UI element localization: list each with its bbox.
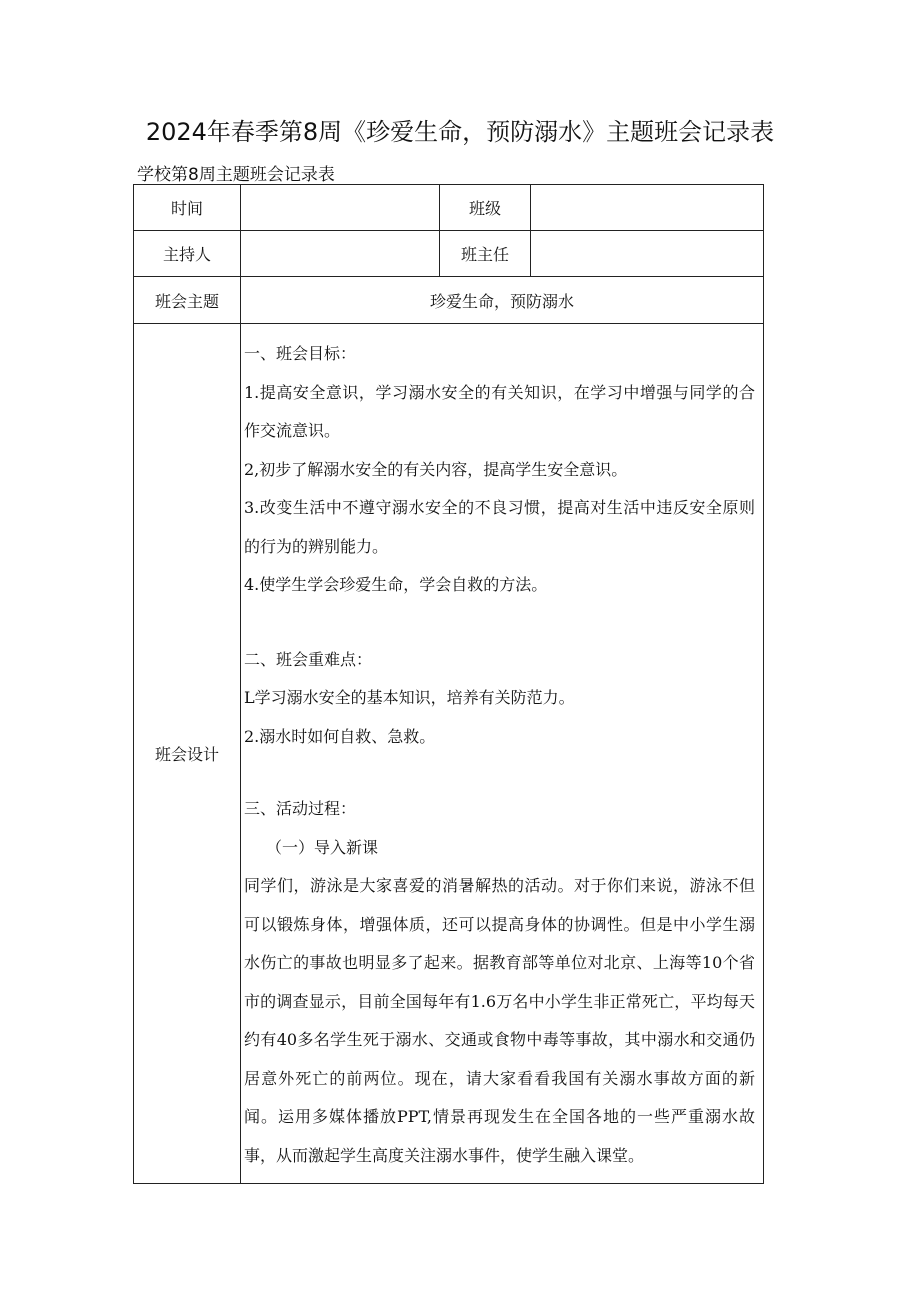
goal-item-3: 3.改变生活中不遵守溺水安全的不良习惯，提高对生活中违反安全原则的行为的辨别能力。	[244, 498, 755, 556]
document-subtitle: 学校第8周主题班会记录表	[137, 165, 335, 185]
class-value	[531, 185, 764, 231]
goals-heading: 一、班会目标：	[244, 344, 357, 363]
key-point-2: 2.溺水时如何自救、急救。	[244, 726, 436, 746]
table-row-time-class	[134, 185, 764, 231]
theme-value: 珍爱生命，预防溺水	[241, 277, 764, 324]
design-label: 班会设计	[134, 324, 241, 1184]
class-label: 班级	[440, 185, 531, 231]
host-label: 主持人	[134, 231, 241, 277]
process-heading: 三、活动过程：	[244, 799, 357, 818]
table-row-theme	[134, 277, 764, 324]
key-point-1: L学习溺水安全的基本知识，培养有关防范力。	[244, 688, 575, 707]
table-row-host-teacher	[134, 231, 764, 277]
teacher-label: 班主任	[440, 231, 531, 277]
goal-item-4: 4.使学生学会珍爱生命，学会自救的方法。	[244, 575, 548, 594]
spacer	[244, 756, 755, 790]
goal-item-2: 2,初步了解溺水安全的有关内容，提高学生安全意识。	[244, 459, 628, 479]
step-1-text: 同学们，游泳是大家喜爱的消暑解热的活动。对于你们来说，游泳不但可以锻炼身体，增强体质，还可以提高身体的协调性。但是中小学生溺水伤亡的事故也明显多了起来。据教育部等单位对北京、上海等10个省市的调查显示，目前全国每年有1.6万名中小学生非正常死亡，平均每天约有40多名学生死于溺水、交通或食物中毒等事故，其中溺水和交通仍居意外死亡的前两位。现在，请大家看看我国有关溺水事故方面的新闻。运用多媒体播放PPT,情景再现发生在全国各地的一些严重溺水故事，从而激起学生高度关注溺水事件，使学生融入课堂。	[244, 876, 755, 1165]
document-title: 2024年春季第8周《珍爱生命，预防溺水》主题班会记录表	[145, 118, 775, 146]
teacher-value	[531, 231, 764, 277]
spacer	[244, 605, 755, 641]
meeting-record-table	[133, 184, 764, 1184]
host-value	[241, 231, 440, 277]
step-1-heading: （一）导入新课	[266, 837, 379, 857]
design-content	[241, 324, 764, 1184]
table-row-design	[134, 324, 764, 1184]
time-label: 时间	[134, 185, 241, 231]
goal-item-1: 1.提高安全意识，学习溺水安全的有关知识，在学习中增强与同学的合作交流意识。	[244, 382, 755, 440]
time-value	[241, 185, 440, 231]
theme-label: 班会主题	[134, 277, 241, 324]
key-points-heading: 二、班会重难点：	[244, 649, 373, 669]
